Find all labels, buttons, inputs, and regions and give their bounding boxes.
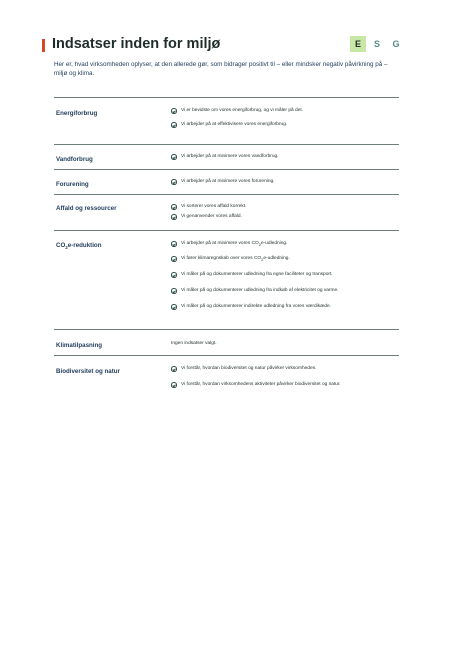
no-efforts-text: Ingen indsatser valgt. xyxy=(171,341,217,346)
list-item: Vi forstår, hvordan virksomhedens aktiviteter påvirker biodiversitet og natur. xyxy=(171,382,401,388)
row-biodiversitet xyxy=(54,355,399,387)
efforts-table xyxy=(54,97,399,387)
check-circle-icon xyxy=(171,108,177,114)
list-item: Vi er bevidste om vores energiforbrug, og vi måler på det. xyxy=(171,108,401,122)
row-items xyxy=(171,241,401,310)
check-circle-icon xyxy=(171,272,177,278)
row-label: Biodiversitet og natur xyxy=(56,368,120,375)
list-item: Vi arbejder på at minimere vores $CO_2e$-udledning. xyxy=(171,241,401,256)
check-circle-icon xyxy=(171,288,177,294)
row-items xyxy=(171,154,401,160)
check-circle-icon xyxy=(171,122,177,128)
check-circle-icon xyxy=(171,154,177,160)
page-header xyxy=(42,36,404,56)
row-items xyxy=(171,179,401,185)
row-label: $CO_2e$-reduktion xyxy=(56,242,102,251)
check-circle-icon xyxy=(171,179,177,185)
list-item: Vi forstår, hvordan biodiversitet og natur påvirker virksomheden. xyxy=(171,366,401,382)
check-circle-icon xyxy=(171,366,177,372)
check-circle-icon xyxy=(171,304,177,310)
row-label: Forurening xyxy=(56,181,89,188)
row-klimatilpasning xyxy=(54,329,399,355)
list-item: Vi måler på og dokumenterer indirekte udledning fra vores værdikæde. xyxy=(171,304,401,310)
row-label: Energiforbrug xyxy=(56,110,98,117)
list-item: Vi arbejder på at effektivisere vores energiforbrug. xyxy=(171,122,401,128)
esg-g-badge: G xyxy=(392,39,400,49)
page-title: Indsatser inden for miljø xyxy=(52,36,221,52)
row-label: Klimatilpasning xyxy=(56,342,103,349)
list-item: Vi genanvender vores affald. xyxy=(171,214,401,220)
row-energiforbrug xyxy=(54,97,399,144)
row-items xyxy=(171,204,401,220)
row-items xyxy=(171,366,401,388)
check-circle-icon xyxy=(171,382,177,388)
check-circle-icon xyxy=(171,241,177,247)
row-items xyxy=(171,341,401,347)
row-affald xyxy=(54,194,399,230)
check-circle-icon xyxy=(171,204,177,210)
list-item: Vi sorterer vores affald korrekt. xyxy=(171,204,401,214)
row-co2-reduktion xyxy=(54,230,399,329)
row-vandforbrug xyxy=(54,144,399,169)
esg-indicator xyxy=(350,36,404,52)
row-items xyxy=(171,108,401,128)
list-item: Vi måler på og dokumenterer udledning fra indkøb af elektricitet og varme. xyxy=(171,288,401,304)
check-circle-icon xyxy=(171,214,177,220)
list-item: Vi måler på og dokumenterer udledning fra egne faciliteter og transport. xyxy=(171,272,401,288)
intro-text: Her er, hvad virksomheden oplyser, at den allerede gør, som bidrager positivt til – eller mindsker negativ påvirkning på – miljø og klima. xyxy=(54,61,388,77)
esg-e-badge: E xyxy=(350,36,366,52)
list-item: Vi arbejder på at minimere vores vandforbrug. xyxy=(171,154,401,160)
list-item: Vi arbejder på at minimere vores forurening. xyxy=(171,179,401,185)
row-label: Affald og ressourcer xyxy=(56,205,117,212)
check-circle-icon xyxy=(171,256,177,262)
esg-s-badge: S xyxy=(373,39,380,49)
row-label: Vandforbrug xyxy=(56,156,93,163)
row-forurening xyxy=(54,169,399,194)
list-item: Vi fører klimaregnskab over vores $CO_2e$-udledning. xyxy=(171,256,401,272)
accent-bar xyxy=(42,39,45,52)
